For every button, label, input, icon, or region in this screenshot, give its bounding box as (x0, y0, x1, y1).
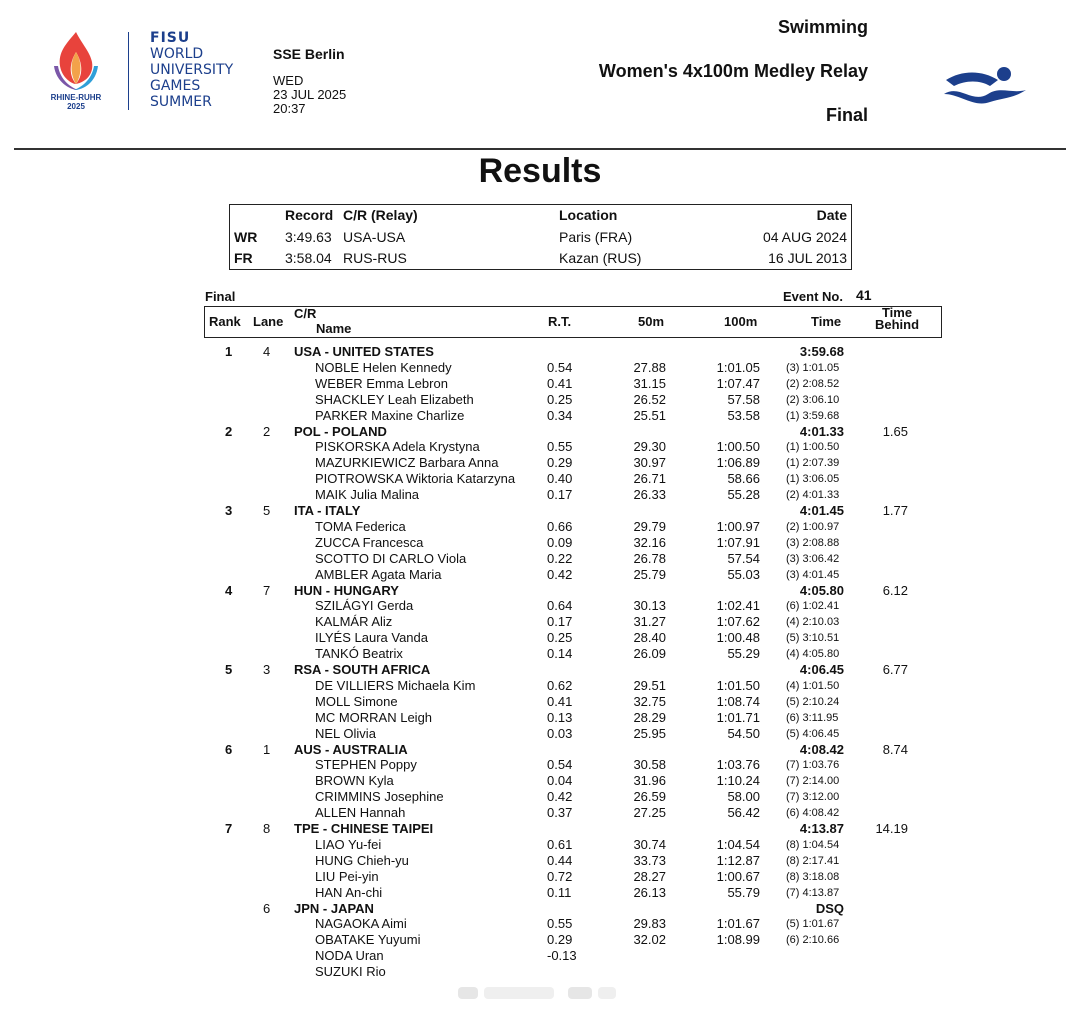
reaction-time: 0.41 (547, 693, 573, 709)
athlete-row (0, 471, 1080, 487)
cumulative-time: (3) 4:01.45 (786, 568, 840, 581)
team-lane: 1 (263, 741, 271, 757)
athlete-row (0, 805, 1080, 821)
cumulative-time: (7) 4:13.87 (786, 886, 840, 899)
athlete-name: MC MORRAN Leigh (315, 709, 433, 725)
split-100m: 1:06.89 (716, 455, 760, 471)
split-50m: 30.58 (633, 757, 666, 773)
split-100m: 58.66 (727, 471, 760, 487)
logo-divider (128, 32, 129, 110)
athlete-name: ALLEN Hannah (315, 805, 406, 821)
cumulative-time: (6) 3:11.95 (786, 711, 839, 724)
reaction-time: 0.04 (547, 773, 573, 789)
athlete-row (0, 439, 1080, 455)
session-datetime: WED 23 JUL 2025 20:37 (273, 73, 347, 116)
cumulative-time: (5) 2:10.24 (786, 695, 840, 708)
athlete-name: CRIMMINS Josephine (315, 789, 444, 805)
split-100m: 57.58 (727, 391, 760, 407)
cumulative-time: (2) 2:08.52 (786, 377, 840, 390)
team-time-behind: 1.65 (882, 423, 908, 439)
athlete-name: SHACKLEY Leah Elizabeth (315, 391, 474, 407)
athlete-name: TOMA Federica (315, 518, 406, 534)
athlete-name: NOBLE Helen Kennedy (315, 359, 452, 375)
record-location: Kazan (RUS) (559, 250, 642, 266)
col-lane: Lane (253, 314, 284, 329)
team-time: 4:05.80 (799, 582, 844, 598)
team-row (0, 662, 1080, 678)
athlete-name: OBATAKE Yuyumi (315, 932, 421, 948)
team-rank: 5 (225, 662, 233, 677)
split-50m: 26.59 (633, 789, 666, 805)
cumulative-time: (4) 4:05.80 (786, 648, 840, 661)
team-lane: 3 (263, 662, 271, 677)
record-time: 3:49.63 (285, 229, 332, 245)
cumulative-time: (5) 1:01.67 (786, 918, 840, 931)
athlete-name: MAZURKIEWICZ Barbara Anna (315, 455, 499, 471)
athlete-name: BROWN Kyla (315, 773, 394, 789)
athlete-row (0, 916, 1080, 932)
record-type: FR (234, 250, 253, 266)
record-holder: USA-USA (343, 229, 406, 245)
reaction-time: 0.54 (547, 757, 573, 773)
athlete-name: DE VILLIERS Michaela Kim (315, 677, 476, 693)
split-50m: 30.97 (633, 455, 666, 471)
athlete-row (0, 869, 1080, 885)
athlete-name: PIOTROWSKA Wiktoria Katarzyna (315, 471, 516, 487)
split-50m: 26.09 (633, 646, 666, 662)
athlete-row (0, 630, 1080, 646)
athlete-row (0, 710, 1080, 726)
reaction-time: 0.34 (547, 407, 573, 423)
team-row (0, 424, 1080, 440)
split-50m: 27.88 (633, 359, 666, 375)
athlete-row (0, 726, 1080, 742)
reaction-time: 0.22 (547, 550, 573, 566)
header-rule (14, 148, 1066, 150)
reaction-time: 0.61 (547, 836, 573, 852)
athlete-name: HAN An-chi (315, 884, 383, 900)
split-100m: 1:01.67 (716, 916, 760, 932)
reaction-time: 0.55 (547, 916, 573, 932)
team-lane: 7 (263, 582, 271, 598)
split-50m: 30.74 (633, 836, 666, 852)
athlete-row (0, 392, 1080, 408)
split-100m: 1:08.99 (716, 932, 760, 948)
athlete-row (0, 789, 1080, 805)
athlete-row (0, 519, 1080, 535)
split-100m: 1:00.67 (716, 868, 760, 884)
split-50m: 31.27 (633, 614, 666, 630)
split-50m: 32.16 (633, 534, 666, 550)
records-header-date: Date (816, 207, 847, 223)
athlete-name: SUZUKI Rio (315, 964, 386, 980)
split-100m: 1:01.05 (716, 359, 760, 375)
reaction-time: 0.72 (547, 868, 573, 884)
team-time: 4:01.33 (799, 423, 844, 439)
split-50m: 26.52 (633, 391, 666, 407)
athlete-name: NAGAOKA Aimi (315, 916, 407, 932)
athlete-name: STEPHEN Poppy (315, 757, 417, 773)
team-time-behind: 6.12 (882, 582, 908, 598)
cumulative-time: (3) 2:08.88 (786, 536, 840, 549)
team-rank: 1 (225, 344, 233, 359)
col-rank: Rank (209, 314, 241, 329)
reaction-time: 0.29 (547, 455, 573, 471)
athlete-name: HUNG Chieh-yu (315, 852, 409, 868)
athlete-row (0, 614, 1080, 630)
team-time: 4:13.87 (799, 821, 844, 836)
col-time-behind: Time Behind (875, 305, 920, 332)
team-lane: 8 (263, 821, 271, 836)
reaction-time: 0.55 (547, 439, 573, 455)
split-50m: 33.73 (633, 852, 666, 868)
team-lane: 2 (263, 423, 271, 439)
reaction-time: 0.09 (547, 534, 573, 550)
split-100m: 1:00.97 (716, 518, 760, 534)
athlete-row (0, 694, 1080, 710)
reaction-time: 0.66 (547, 518, 573, 534)
split-50m: 25.79 (633, 566, 666, 582)
team-name: ITA - ITALY (294, 503, 361, 518)
split-100m: 55.28 (727, 487, 760, 503)
split-50m: 25.51 (633, 407, 666, 423)
col-cr: C/R (294, 306, 317, 321)
athlete-name: NODA Uran (315, 948, 384, 964)
team-time-behind: 8.74 (882, 741, 908, 757)
split-100m: 55.79 (727, 884, 760, 900)
team-lane: 5 (263, 503, 271, 518)
record-type: WR (234, 229, 258, 245)
col-100m: 100m (724, 314, 758, 329)
venue: SSE Berlin (273, 46, 345, 62)
col-50m: 50m (638, 314, 665, 329)
athlete-row (0, 837, 1080, 853)
split-100m: 57.54 (727, 550, 760, 566)
cumulative-time: (6) 4:08.42 (786, 807, 840, 820)
split-50m: 29.30 (633, 439, 666, 455)
cumulative-time: (1) 1:00.50 (786, 441, 840, 454)
reaction-time: 0.29 (547, 932, 573, 948)
athlete-row (0, 535, 1080, 551)
athlete-row (0, 853, 1080, 869)
phase-label: Final (205, 289, 236, 304)
col-name: Name (316, 321, 352, 336)
split-100m: 55.29 (727, 646, 760, 662)
team-row (0, 344, 1080, 360)
athlete-row (0, 885, 1080, 901)
team-lane: 4 (263, 344, 271, 359)
reaction-time: 0.42 (547, 789, 573, 805)
games-logo (48, 30, 104, 92)
reaction-time: 0.37 (547, 805, 573, 821)
event-no-label: Event No. (783, 289, 843, 304)
split-100m: 58.00 (727, 789, 760, 805)
team-time: 4:06.45 (799, 662, 844, 677)
team-rank: 2 (225, 423, 233, 439)
cumulative-time: (3) 1:01.05 (786, 361, 840, 374)
split-50m: 29.79 (633, 518, 666, 534)
event-name: Women's 4x100m Medley Relay (598, 61, 868, 81)
team-time-behind: 6.77 (882, 662, 908, 677)
event-no: 41 (856, 287, 872, 303)
cumulative-time: (2) 4:01.33 (786, 489, 840, 502)
split-100m: 1:03.76 (716, 757, 760, 773)
split-50m: 26.33 (633, 487, 666, 503)
cumulative-time: (8) 1:04.54 (786, 838, 840, 851)
reaction-time: -0.13 (547, 948, 577, 964)
split-50m: 26.13 (633, 884, 666, 900)
team-row (0, 583, 1080, 599)
team-row (0, 503, 1080, 519)
split-100m: 1:01.71 (716, 709, 760, 725)
cumulative-time: (3) 3:06.42 (786, 552, 840, 565)
split-100m: 1:10.24 (716, 773, 760, 789)
split-100m: 1:07.47 (716, 375, 760, 391)
athlete-row (0, 773, 1080, 789)
sport-name: Swimming (777, 17, 868, 37)
reaction-time: 0.40 (547, 471, 573, 487)
athlete-row (0, 360, 1080, 376)
phase-name: Final (825, 105, 868, 125)
team-name: JPN - JAPAN (294, 900, 374, 916)
team-time: 3:59.68 (799, 344, 844, 359)
athlete-name: TANKÓ Beatrix (315, 646, 403, 662)
flame-icon (48, 30, 104, 92)
cumulative-time: (7) 2:14.00 (786, 775, 840, 788)
fisu-wordmark: FISU WORLD UNIVERSITY GAMES SUMMER (150, 30, 234, 110)
cumulative-time: (1) 3:59.68 (786, 409, 840, 422)
team-name: RSA - SOUTH AFRICA (294, 662, 431, 677)
athlete-name: NEL Olivia (315, 725, 376, 741)
athlete-name: SCOTTO DI CARLO Viola (315, 550, 467, 566)
split-50m: 31.96 (633, 773, 666, 789)
athlete-name: SZILÁGYI Gerda (315, 598, 414, 614)
reaction-time: 0.03 (547, 725, 573, 741)
team-time-behind: 14.19 (875, 821, 908, 836)
reaction-time: 0.14 (547, 646, 573, 662)
team-name: TPE - CHINESE TAIPEI (294, 821, 434, 836)
split-100m: 1:07.91 (716, 534, 760, 550)
split-50m: 28.29 (633, 709, 666, 725)
team-time: 4:01.45 (799, 503, 844, 518)
split-100m: 1:08.74 (716, 693, 760, 709)
athlete-row (0, 646, 1080, 662)
athlete-name: LIAO Yu-fei (315, 836, 382, 852)
results-header (204, 306, 942, 338)
athlete-row (0, 567, 1080, 583)
team-name: HUN - HUNGARY (294, 582, 399, 598)
athlete-name: WEBER Emma Lebron (315, 375, 448, 391)
athlete-row (0, 948, 1080, 964)
athlete-name: MAIK Julia Malina (315, 487, 420, 503)
team-time: 4:08.42 (799, 741, 844, 757)
team-name: AUS - AUSTRALIA (294, 741, 408, 757)
split-50m: 30.13 (633, 598, 666, 614)
athlete-name: KALMÁR Aliz (315, 614, 393, 630)
team-time-behind: 1.77 (882, 503, 908, 518)
col-rt: R.T. (548, 314, 572, 329)
cumulative-time: (4) 1:01.50 (786, 679, 840, 692)
athlete-row (0, 964, 1080, 980)
team-row (0, 742, 1080, 758)
team-row (0, 821, 1080, 837)
split-50m: 28.27 (633, 868, 666, 884)
record-date: 04 AUG 2024 (762, 229, 847, 245)
reaction-time: 0.25 (547, 391, 573, 407)
athlete-row (0, 408, 1080, 424)
athlete-row (0, 757, 1080, 773)
team-rank: 6 (225, 741, 233, 757)
team-rank: 3 (225, 503, 233, 518)
athlete-row (0, 932, 1080, 948)
records-header-record: Record (285, 207, 334, 223)
split-50m: 31.15 (633, 375, 666, 391)
split-100m: 56.42 (727, 805, 760, 821)
reaction-time: 0.17 (547, 487, 573, 503)
split-100m: 1:04.54 (716, 836, 760, 852)
team-row (0, 901, 1080, 917)
athlete-row (0, 551, 1080, 567)
athlete-row (0, 598, 1080, 614)
cumulative-time: (4) 2:10.03 (786, 616, 840, 629)
reaction-time: 0.64 (547, 598, 573, 614)
cumulative-time: (1) 2:07.39 (786, 457, 840, 470)
reaction-time: 0.13 (547, 709, 573, 725)
split-50m: 26.78 (633, 550, 666, 566)
reaction-time: 0.11 (547, 884, 572, 900)
split-50m: 26.71 (633, 471, 666, 487)
split-100m: 1:01.50 (716, 677, 760, 693)
split-50m: 25.95 (633, 725, 666, 741)
athlete-row (0, 376, 1080, 392)
athlete-name: ZUCCA Francesca (315, 534, 424, 550)
team-rank: 4 (225, 582, 233, 598)
reaction-time: 0.62 (547, 677, 573, 693)
cumulative-time: (6) 1:02.41 (786, 600, 840, 613)
split-100m: 1:02.41 (716, 598, 760, 614)
team-name: USA - UNITED STATES (294, 344, 434, 359)
record-location: Paris (FRA) (559, 229, 633, 245)
cumulative-time: (2) 1:00.97 (786, 520, 840, 533)
reaction-time: 0.41 (547, 375, 573, 391)
records-header-cr: C/R (Relay) (343, 207, 418, 223)
reaction-time: 0.44 (547, 852, 573, 868)
team-rank: 7 (225, 821, 233, 836)
reaction-time: 0.25 (547, 630, 573, 646)
cumulative-time: (5) 4:06.45 (786, 727, 840, 740)
cumulative-time: (8) 3:18.08 (786, 870, 840, 883)
split-100m: 55.03 (727, 566, 760, 582)
records-table (229, 204, 852, 270)
split-100m: 53.58 (727, 407, 760, 423)
team-lane: 6 (263, 900, 271, 916)
loading-indicator (458, 985, 618, 1001)
col-time: Time (811, 314, 842, 329)
athlete-name: AMBLER Agata Maria (315, 566, 442, 582)
athlete-name: MOLL Simone (315, 693, 398, 709)
athlete-name: PISKORSKA Adela Krystyna (315, 439, 480, 455)
athlete-name: ILYÉS Laura Vanda (315, 630, 428, 646)
split-100m: 1:12.87 (716, 852, 760, 868)
cumulative-time: (2) 3:06.10 (786, 393, 840, 406)
athlete-name: LIU Pei-yin (315, 868, 379, 884)
reaction-time: 0.17 (547, 614, 573, 630)
cumulative-time: (1) 3:06.05 (786, 473, 840, 486)
reaction-time: 0.54 (547, 359, 573, 375)
cumulative-time: (7) 3:12.00 (786, 791, 840, 804)
split-100m: 1:00.50 (716, 439, 760, 455)
cumulative-time: (7) 1:03.76 (786, 759, 840, 772)
team-time: DSQ (815, 900, 844, 916)
athlete-row (0, 455, 1080, 471)
cumulative-time: (6) 2:10.66 (786, 934, 840, 947)
cumulative-time: (8) 2:17.41 (786, 854, 840, 867)
team-name: POL - POLAND (294, 423, 387, 439)
athlete-row (0, 487, 1080, 503)
edition-label: RHINE-RUHR 2025 (50, 93, 102, 111)
record-date: 16 JUL 2013 (768, 250, 847, 266)
page-title: Results (478, 152, 602, 190)
split-100m: 54.50 (727, 725, 760, 741)
record-holder: RUS-RUS (343, 250, 407, 266)
cumulative-time: (5) 3:10.51 (786, 632, 840, 645)
split-100m: 1:00.48 (716, 630, 760, 646)
split-50m: 27.25 (633, 805, 666, 821)
records-header-location: Location (559, 207, 618, 223)
split-50m: 29.83 (633, 916, 666, 932)
record-time: 3:58.04 (285, 250, 332, 266)
reaction-time: 0.42 (547, 566, 573, 582)
split-100m: 1:07.62 (716, 614, 760, 630)
split-50m: 32.02 (633, 932, 666, 948)
swimmer-icon (942, 64, 1028, 110)
athlete-row (0, 678, 1080, 694)
athlete-name: PARKER Maxine Charlize (315, 407, 465, 423)
split-50m: 32.75 (633, 693, 666, 709)
split-50m: 28.40 (633, 630, 666, 646)
split-50m: 29.51 (633, 677, 666, 693)
